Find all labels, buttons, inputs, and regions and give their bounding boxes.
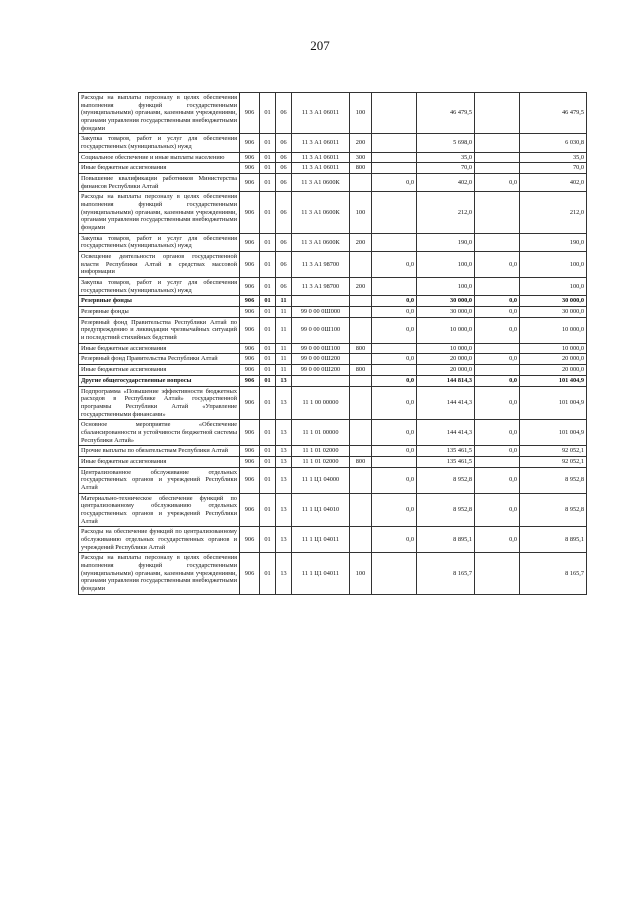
amount-col-2: 100,0 [417, 278, 475, 296]
section-code: 01 [260, 296, 276, 307]
expense-type-code: 100 [350, 93, 372, 134]
row-name: Закупка товаров, работ и услуг для обеспечения государственных (муниципальных) нужд [79, 233, 240, 251]
expense-type-code: 800 [350, 163, 372, 174]
grbs-code: 906 [240, 354, 260, 365]
amount-col-2: 8 952,8 [417, 467, 475, 493]
subsection-code: 13 [276, 456, 292, 467]
amount-col-4: 101 004,9 [520, 420, 587, 446]
amount-col-4: 92 052,1 [520, 446, 587, 457]
amount-col-2: 20 000,0 [417, 354, 475, 365]
subsection-code: 06 [276, 174, 292, 192]
row-name: Основное мероприятие «Обеспечение сбалансированности и устойчивости бюджетной системы Республики Алтай» [79, 420, 240, 446]
row-name: Иные бюджетные ассигнования [79, 365, 240, 376]
amount-col-1: 0,0 [372, 420, 417, 446]
amount-col-4: 92 052,1 [520, 456, 587, 467]
row-name: Расходы на обеспечение функций по централизованному обслуживанию отдельных государственных органов и учреждений Республики Алтай [79, 527, 240, 553]
expense-type-code [350, 527, 372, 553]
row-name: Повышение квалификации работников Министерства финансов Республики Алтай [79, 174, 240, 192]
subsection-code: 06 [276, 163, 292, 174]
grbs-code: 906 [240, 134, 260, 152]
section-code: 01 [260, 317, 276, 343]
grbs-code: 906 [240, 317, 260, 343]
subsection-code: 06 [276, 278, 292, 296]
section-code: 01 [260, 192, 276, 233]
amount-col-1 [372, 553, 417, 594]
amount-col-3 [475, 93, 520, 134]
table-row [79, 386, 587, 420]
expense-type-code [350, 317, 372, 343]
target-article-code: 99 0 00 0Ш100 [292, 343, 350, 354]
amount-col-4: 190,0 [520, 233, 587, 251]
target-article-code [292, 296, 350, 307]
section-code: 01 [260, 553, 276, 594]
amount-col-4: 10 000,0 [520, 317, 587, 343]
expense-type-code [350, 493, 372, 527]
expense-type-code: 300 [350, 152, 372, 163]
subsection-code: 13 [276, 386, 292, 420]
amount-col-3: 0,0 [475, 420, 520, 446]
subsection-code: 06 [276, 93, 292, 134]
subsection-code: 11 [276, 365, 292, 376]
section-code: 01 [260, 493, 276, 527]
table-row [79, 233, 587, 251]
amount-col-2: 30 000,0 [417, 296, 475, 307]
target-article-code: 11 3 А1 98700 [292, 278, 350, 296]
amount-col-3: 0,0 [475, 375, 520, 386]
amount-col-4: 46 479,5 [520, 93, 587, 134]
amount-col-1: 0,0 [372, 252, 417, 278]
section-code: 01 [260, 386, 276, 420]
row-name: Закупка товаров, работ и услуг для обеспечения государственных (муниципальных) нужд [79, 134, 240, 152]
amount-col-4: 101 404,9 [520, 375, 587, 386]
amount-col-4: 100,0 [520, 278, 587, 296]
amount-col-2: 8 895,1 [417, 527, 475, 553]
section-code: 01 [260, 252, 276, 278]
amount-col-3 [475, 343, 520, 354]
section-code: 01 [260, 354, 276, 365]
expense-type-code: 100 [350, 192, 372, 233]
target-article-code: 99 0 00 0Ш200 [292, 354, 350, 365]
target-article-code: 11 3 А1 06011 [292, 152, 350, 163]
amount-col-4: 30 000,0 [520, 296, 587, 307]
row-name: Закупка товаров, работ и услуг для обеспечения государственных (муниципальных) нужд [79, 278, 240, 296]
amount-col-1 [372, 278, 417, 296]
amount-col-2: 30 000,0 [417, 307, 475, 318]
amount-col-3: 0,0 [475, 354, 520, 365]
subsection-code: 13 [276, 446, 292, 457]
table-row [79, 252, 587, 278]
table-body [79, 93, 587, 595]
target-article-code: 11 3 А1 98700 [292, 252, 350, 278]
table-row [79, 278, 587, 296]
subsection-code: 13 [276, 527, 292, 553]
section-code: 01 [260, 174, 276, 192]
expense-type-code: 200 [350, 233, 372, 251]
expense-type-code [350, 386, 372, 420]
amount-col-2: 10 000,0 [417, 343, 475, 354]
section-code: 01 [260, 233, 276, 251]
amount-col-2: 100,0 [417, 252, 475, 278]
amount-col-3 [475, 553, 520, 594]
grbs-code: 906 [240, 553, 260, 594]
section-code: 01 [260, 446, 276, 457]
amount-col-1 [372, 93, 417, 134]
amount-col-3: 0,0 [475, 317, 520, 343]
target-article-code: 11 1 00 00000 [292, 386, 350, 420]
target-article-code: 11 3 А1 06011 [292, 134, 350, 152]
expense-type-code [350, 174, 372, 192]
table-row [79, 134, 587, 152]
table-row [79, 375, 587, 386]
table-row [79, 365, 587, 376]
table-row [79, 296, 587, 307]
target-article-code: 11 1 Ц1 04011 [292, 527, 350, 553]
row-name: Подпрограмма «Повышение эффективности бюджетных расходов в Республике Алтай» государственной программы Республики Алтай «Управление государственными финансами» [79, 386, 240, 420]
expense-type-code: 200 [350, 134, 372, 152]
amount-col-4: 8 895,1 [520, 527, 587, 553]
expense-type-code [350, 420, 372, 446]
grbs-code: 906 [240, 386, 260, 420]
table-row [79, 152, 587, 163]
subsection-code: 11 [276, 354, 292, 365]
amount-col-3 [475, 278, 520, 296]
amount-col-4: 30 000,0 [520, 307, 587, 318]
amount-col-2: 144 414,3 [417, 420, 475, 446]
amount-col-1 [372, 343, 417, 354]
target-article-code [292, 375, 350, 386]
table-row [79, 493, 587, 527]
amount-col-4: 8 165,7 [520, 553, 587, 594]
row-name: Другие общегосударственные вопросы [79, 375, 240, 386]
subsection-code: 06 [276, 134, 292, 152]
expense-type-code: 200 [350, 278, 372, 296]
amount-col-1: 0,0 [372, 527, 417, 553]
amount-col-4: 20 000,0 [520, 365, 587, 376]
amount-col-4: 70,0 [520, 163, 587, 174]
section-code: 01 [260, 527, 276, 553]
expense-type-code: 800 [350, 456, 372, 467]
section-code: 01 [260, 467, 276, 493]
row-name: Иные бюджетные ассигнования [79, 343, 240, 354]
amount-col-1: 0,0 [372, 493, 417, 527]
table-row [79, 456, 587, 467]
expense-type-code [350, 296, 372, 307]
row-name: Иные бюджетные ассигнования [79, 456, 240, 467]
amount-col-2: 212,0 [417, 192, 475, 233]
amount-col-4: 402,0 [520, 174, 587, 192]
amount-col-4: 20 000,0 [520, 354, 587, 365]
section-code: 01 [260, 375, 276, 386]
expense-type-code [350, 307, 372, 318]
section-code: 01 [260, 163, 276, 174]
row-name: Резервный фонд Правительства Республики Алтай по предупреждению и ликвидации чрезвычайных ситуаций и последствий стихийных бедствий [79, 317, 240, 343]
section-code: 01 [260, 93, 276, 134]
amount-col-1 [372, 365, 417, 376]
grbs-code: 906 [240, 527, 260, 553]
amount-col-2: 135 461,5 [417, 456, 475, 467]
grbs-code: 906 [240, 343, 260, 354]
row-name: Иные бюджетные ассигнования [79, 163, 240, 174]
expense-type-code [350, 252, 372, 278]
amount-col-3 [475, 163, 520, 174]
amount-col-3 [475, 134, 520, 152]
grbs-code: 906 [240, 152, 260, 163]
amount-col-2: 135 461,5 [417, 446, 475, 457]
table-row [79, 446, 587, 457]
grbs-code: 906 [240, 420, 260, 446]
expense-type-code: 800 [350, 343, 372, 354]
row-name: Расходы на выплаты персоналу в целях обеспечения выполнения функций государственными (муниципальными) органами, казенными учреждениями, органами управления государственными внебюджетными фондами [79, 553, 240, 594]
grbs-code: 906 [240, 456, 260, 467]
amount-col-1: 0,0 [372, 375, 417, 386]
section-code: 01 [260, 134, 276, 152]
expense-type-code [350, 354, 372, 365]
amount-col-4: 8 952,8 [520, 467, 587, 493]
expense-type-code: 100 [350, 553, 372, 594]
grbs-code: 906 [240, 278, 260, 296]
grbs-code: 906 [240, 375, 260, 386]
subsection-code: 06 [276, 192, 292, 233]
amount-col-1: 0,0 [372, 467, 417, 493]
amount-col-2: 144 814,3 [417, 375, 475, 386]
amount-col-4: 212,0 [520, 192, 587, 233]
amount-col-3: 0,0 [475, 296, 520, 307]
table-row [79, 163, 587, 174]
subsection-code: 13 [276, 467, 292, 493]
amount-col-1 [372, 134, 417, 152]
amount-col-1 [372, 152, 417, 163]
section-code: 01 [260, 307, 276, 318]
target-article-code: 11 1 Ц1 04000 [292, 467, 350, 493]
subsection-code: 11 [276, 317, 292, 343]
subsection-code: 06 [276, 252, 292, 278]
target-article-code: 11 3 А1 06011 [292, 163, 350, 174]
expense-type-code: 800 [350, 365, 372, 376]
amount-col-1 [372, 456, 417, 467]
amount-col-3 [475, 456, 520, 467]
row-name: Резервный фонд Правительства Республики Алтай [79, 354, 240, 365]
amount-col-1 [372, 192, 417, 233]
amount-col-3 [475, 152, 520, 163]
amount-col-1: 0,0 [372, 354, 417, 365]
section-code: 01 [260, 456, 276, 467]
amount-col-4: 10 000,0 [520, 343, 587, 354]
subsection-code: 06 [276, 233, 292, 251]
target-article-code: 99 0 00 0Ш200 [292, 365, 350, 376]
amount-col-4: 101 004,9 [520, 386, 587, 420]
amount-col-3: 0,0 [475, 493, 520, 527]
amount-col-3: 0,0 [475, 446, 520, 457]
amount-col-4: 100,0 [520, 252, 587, 278]
amount-col-4: 8 952,8 [520, 493, 587, 527]
amount-col-2: 190,0 [417, 233, 475, 251]
row-name: Материально-техническое обеспечение функций по централизованному обслуживанию отдельных государственных органов и учреждений Республики Алтай [79, 493, 240, 527]
row-name: Прочие выплаты по обязательствам Республики Алтай [79, 446, 240, 457]
amount-col-3 [475, 192, 520, 233]
amount-col-1 [372, 233, 417, 251]
table-row [79, 93, 587, 134]
amount-col-2: 46 479,5 [417, 93, 475, 134]
amount-col-1 [372, 163, 417, 174]
amount-col-2: 402,0 [417, 174, 475, 192]
amount-col-3: 0,0 [475, 386, 520, 420]
amount-col-2: 8 165,7 [417, 553, 475, 594]
target-article-code: 99 0 00 0Ш000 [292, 307, 350, 318]
section-code: 01 [260, 152, 276, 163]
grbs-code: 906 [240, 446, 260, 457]
amount-col-1: 0,0 [372, 386, 417, 420]
table-row [79, 192, 587, 233]
amount-col-2: 8 952,8 [417, 493, 475, 527]
target-article-code: 11 1 Ц1 04010 [292, 493, 350, 527]
subsection-code: 06 [276, 152, 292, 163]
target-article-code: 11 3 А1 0600К [292, 174, 350, 192]
target-article-code: 11 3 А1 0600К [292, 192, 350, 233]
amount-col-1: 0,0 [372, 174, 417, 192]
table-row [79, 174, 587, 192]
row-name: Освещение деятельности органов государственной власти Республики Алтай в средствах массовой информации [79, 252, 240, 278]
amount-col-2: 10 000,0 [417, 317, 475, 343]
expense-type-code [350, 467, 372, 493]
amount-col-4: 6 030,8 [520, 134, 587, 152]
grbs-code: 906 [240, 493, 260, 527]
amount-col-3: 0,0 [475, 467, 520, 493]
grbs-code: 906 [240, 163, 260, 174]
target-article-code: 11 1 01 02000 [292, 456, 350, 467]
amount-col-1: 0,0 [372, 446, 417, 457]
target-article-code: 11 3 А1 0600К [292, 233, 350, 251]
amount-col-2: 144 414,3 [417, 386, 475, 420]
amount-col-3 [475, 233, 520, 251]
amount-col-3: 0,0 [475, 174, 520, 192]
page-number: 207 [310, 38, 330, 53]
grbs-code: 906 [240, 233, 260, 251]
grbs-code: 906 [240, 467, 260, 493]
grbs-code: 906 [240, 93, 260, 134]
amount-col-2: 70,0 [417, 163, 475, 174]
grbs-code: 906 [240, 252, 260, 278]
table-row [79, 354, 587, 365]
table-row [79, 467, 587, 493]
amount-col-1: 0,0 [372, 307, 417, 318]
subsection-code: 11 [276, 296, 292, 307]
section-code: 01 [260, 278, 276, 296]
amount-col-2: 5 698,0 [417, 134, 475, 152]
expense-type-code [350, 446, 372, 457]
section-code: 01 [260, 365, 276, 376]
subsection-code: 13 [276, 553, 292, 594]
amount-col-3: 0,0 [475, 527, 520, 553]
amount-col-3 [475, 365, 520, 376]
target-article-code: 11 1 01 00000 [292, 420, 350, 446]
row-name: Социальное обеспечение и иные выплаты населению [79, 152, 240, 163]
subsection-code: 13 [276, 420, 292, 446]
row-name: Расходы на выплаты персоналу в целях обеспечения выполнения функций государственными (муниципальными) органами, казенными учреждениями, органами управления государственными внебюджетными фондами [79, 192, 240, 233]
grbs-code: 906 [240, 296, 260, 307]
amount-col-2: 35,0 [417, 152, 475, 163]
row-name: Резервные фонды [79, 307, 240, 318]
amount-col-3: 0,0 [475, 307, 520, 318]
target-article-code: 11 1 Ц1 04011 [292, 553, 350, 594]
section-code: 01 [260, 420, 276, 446]
table-row [79, 317, 587, 343]
table-row [79, 553, 587, 594]
budget-table [78, 92, 587, 595]
amount-col-1: 0,0 [372, 317, 417, 343]
section-code: 01 [260, 343, 276, 354]
subsection-code: 13 [276, 375, 292, 386]
table-row [79, 420, 587, 446]
subsection-code: 11 [276, 307, 292, 318]
target-article-code: 11 3 А1 06011 [292, 93, 350, 134]
target-article-code: 11 1 01 02000 [292, 446, 350, 457]
table-row [79, 343, 587, 354]
subsection-code: 13 [276, 493, 292, 527]
amount-col-3: 0,0 [475, 252, 520, 278]
amount-col-2: 20 000,0 [417, 365, 475, 376]
amount-col-1: 0,0 [372, 296, 417, 307]
row-name: Расходы на выплаты персоналу в целях обеспечения выполнения функций государственными (муниципальными) органами, казенными учреждениями, органами управления государственными внебюджетными фондами [79, 93, 240, 134]
subsection-code: 11 [276, 343, 292, 354]
amount-col-4: 35,0 [520, 152, 587, 163]
expense-type-code [350, 375, 372, 386]
grbs-code: 906 [240, 192, 260, 233]
row-name: Централизованное обслуживание отдельных государственных органов и учреждений Республики Алтай [79, 467, 240, 493]
table-row [79, 527, 587, 553]
grbs-code: 906 [240, 307, 260, 318]
target-article-code: 99 0 00 0Ш100 [292, 317, 350, 343]
table-row [79, 307, 587, 318]
row-name: Резервные фонды [79, 296, 240, 307]
grbs-code: 906 [240, 365, 260, 376]
grbs-code: 906 [240, 174, 260, 192]
